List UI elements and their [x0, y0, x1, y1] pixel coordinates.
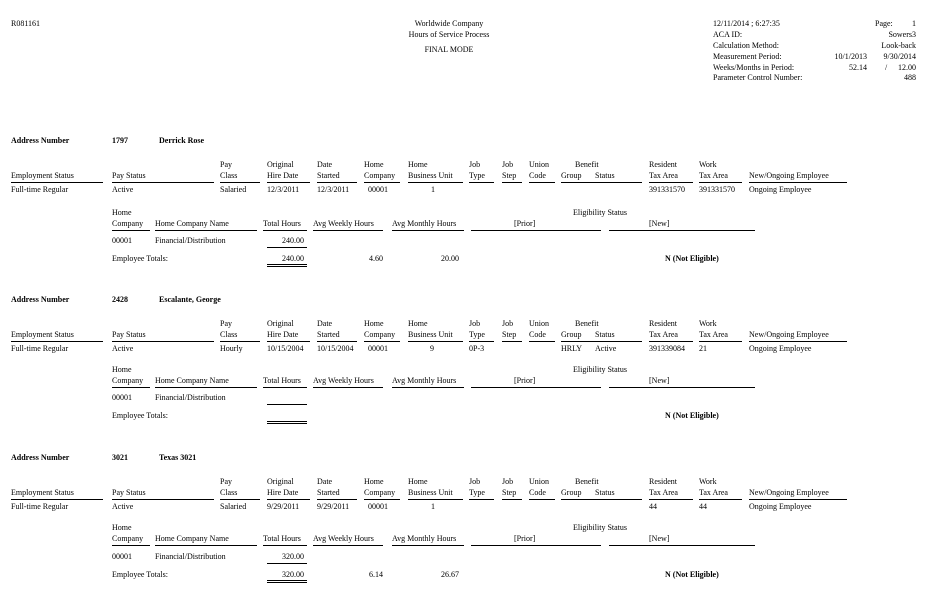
date-started-header: Date	[317, 319, 333, 328]
hc-company: 00001	[112, 393, 132, 402]
totals-avg-weekly: 6.14	[369, 570, 383, 579]
avg-weekly-header: Avg Weekly Hours	[313, 534, 374, 543]
employee-name: Texas 3021	[159, 453, 197, 462]
parameter-control-label: Parameter Control Number:	[713, 73, 803, 82]
job-step-header: Job	[502, 477, 514, 486]
hc-name-header: Home Company Name	[155, 219, 229, 228]
business-unit: 9	[430, 344, 434, 353]
work-tax-header: Tax Area	[699, 330, 728, 339]
weeks-in-period: 52.14	[849, 63, 867, 72]
total-hours-header: Total Hours	[263, 376, 301, 385]
pay-status: Active	[112, 185, 134, 194]
date-started-header: Started	[317, 330, 340, 339]
new-ongoing-header: New/Ongoing Employee	[749, 330, 829, 339]
job-step-header: Step	[502, 330, 517, 339]
business-unit-header: Business Unit	[408, 330, 453, 339]
union-code-header: Union	[529, 477, 549, 486]
benefit-status-header: Status	[595, 171, 615, 180]
employment-status-header: Employment Status	[11, 171, 74, 180]
home-company-header: Home	[364, 477, 384, 486]
page-number: 1	[912, 19, 916, 28]
hc-company-header: Home	[112, 523, 132, 532]
business-unit-header: Home	[408, 319, 428, 328]
union-code-header: Code	[529, 488, 546, 497]
report-user: Sowers3	[888, 30, 916, 39]
totals-hours: 240.00	[282, 254, 304, 263]
business-unit-header: Business Unit	[408, 171, 453, 180]
job-step-header: Step	[502, 171, 517, 180]
benefit-group-header: Group	[561, 488, 582, 497]
work-tax-header: Tax Area	[699, 488, 728, 497]
avg-monthly-header: Avg Monthly Hours	[392, 534, 457, 543]
home-company-header: Company	[364, 330, 396, 339]
new-ongoing-status: Ongoing Employee	[749, 344, 812, 353]
resident-tax-header: Resident	[649, 319, 677, 328]
resident-tax-area: 391339084	[649, 344, 685, 353]
new-ongoing-status: Ongoing Employee	[749, 502, 812, 511]
eligibility-status-header: Eligibility Status	[573, 523, 628, 532]
pay-class-header: Class	[220, 171, 238, 180]
date-started: 10/15/2004	[317, 344, 354, 353]
pay-class-header: Pay	[220, 319, 232, 328]
total-hours-header: Total Hours	[263, 534, 301, 543]
home-company: 00001	[368, 185, 388, 194]
job-type-header: Job	[469, 319, 481, 328]
job-type-header: Type	[469, 330, 485, 339]
union-code-header: Code	[529, 171, 546, 180]
date-started: 12/3/2011	[317, 185, 350, 194]
hc-company: 00001	[112, 236, 132, 245]
employment-status-header: Employment Status	[11, 330, 74, 339]
new-ongoing-header: New/Ongoing Employee	[749, 488, 829, 497]
employee-totals-label: Employee Totals:	[112, 411, 168, 420]
pay-class: Salaried	[220, 185, 247, 194]
job-step-header: Step	[502, 488, 517, 497]
new-header: [New]	[649, 376, 670, 385]
job-type: 0P-3	[469, 344, 485, 353]
employee-name: Escalante, George	[159, 295, 221, 304]
hc-company: 00001	[112, 552, 132, 561]
hc-company-header: Company	[112, 219, 144, 228]
union-code-header: Code	[529, 330, 546, 339]
pay-status-header: Pay Status	[112, 488, 146, 497]
work-tax-header: Work	[699, 319, 717, 328]
employee-section	[0, 295, 926, 455]
date-started-header: Date	[317, 477, 333, 486]
pay-status-header: Pay Status	[112, 330, 146, 339]
employment-status: Full-time Regular	[11, 502, 69, 511]
date-started: 9/29/2011	[317, 502, 350, 511]
employee-totals-label: Employee Totals:	[112, 570, 168, 579]
employee-name: Derrick Rose	[159, 136, 205, 145]
job-type-header: Job	[469, 477, 481, 486]
benefit-status-header: Status	[595, 330, 615, 339]
resident-tax-header: Resident	[649, 477, 677, 486]
employment-status-header: Employment Status	[11, 488, 74, 497]
resident-tax-area: 44	[649, 502, 657, 511]
total-hours-header: Total Hours	[263, 219, 301, 228]
avg-monthly-header: Avg Monthly Hours	[392, 219, 457, 228]
measurement-end: 9/30/2014	[883, 52, 916, 61]
work-tax-header: Work	[699, 160, 717, 169]
resident-tax-header: Resident	[649, 160, 677, 169]
home-company-header: Home	[364, 319, 384, 328]
work-tax-area: 391331570	[699, 185, 735, 194]
report-id: R081161	[11, 19, 41, 28]
job-type-header: Type	[469, 488, 485, 497]
eligibility-status: N (Not Eligible)	[665, 411, 719, 420]
business-unit: 1	[431, 502, 435, 511]
hc-company-header: Company	[112, 376, 144, 385]
pay-class-header: Class	[220, 330, 238, 339]
hire-date-header: Original	[267, 160, 294, 169]
page-label: Page:	[875, 19, 893, 28]
weeks-months-separator: /	[885, 63, 888, 72]
resident-tax-header: Tax Area	[649, 488, 678, 497]
new-header: [New]	[649, 534, 670, 543]
pay-class: Salaried	[220, 502, 247, 511]
home-company-header: Company	[364, 171, 396, 180]
prior-header: [Prior]	[514, 219, 536, 228]
home-company: 00001	[368, 502, 388, 511]
aca-id-label: ACA ID:	[713, 30, 743, 39]
report-datetime: 12/11/2014 ; 6:27:35	[713, 19, 780, 28]
prior-header: [Prior]	[514, 534, 536, 543]
employment-status: Full-time Regular	[11, 344, 69, 353]
hire-date-header: Original	[267, 319, 294, 328]
hire-date: 12/3/2011	[267, 185, 300, 194]
avg-weekly-header: Avg Weekly Hours	[313, 219, 374, 228]
hire-date-header: Hire Date	[267, 488, 299, 497]
hc-name-header: Home Company Name	[155, 534, 229, 543]
new-ongoing-header: New/Ongoing Employee	[749, 171, 829, 180]
benefit-group-header: Group	[561, 171, 582, 180]
date-started-header: Date	[317, 160, 333, 169]
resident-tax-area: 391331570	[649, 185, 685, 194]
hire-date-header: Hire Date	[267, 171, 299, 180]
business-unit-header: Home	[408, 477, 428, 486]
report-mode: FINAL MODE	[424, 45, 474, 54]
address-number: 2428	[112, 295, 128, 304]
hc-total-hours: 320.00	[282, 552, 304, 561]
benefit-status-header: Status	[595, 488, 615, 497]
hc-company-header: Home	[112, 208, 132, 217]
employee-totals-label: Employee Totals:	[112, 254, 168, 263]
company-name: Worldwide Company	[414, 19, 484, 28]
address-number-label: Address Number	[11, 136, 70, 145]
benefit-header: Benefit	[575, 477, 599, 486]
measurement-start: 10/1/2013	[834, 52, 867, 61]
job-type-header: Job	[469, 160, 481, 169]
hire-date: 9/29/2011	[267, 502, 300, 511]
hire-date-header: Original	[267, 477, 294, 486]
hc-name: Financial/Distribution	[155, 236, 226, 245]
pay-class-header: Pay	[220, 477, 232, 486]
employee-section	[0, 453, 926, 613]
work-tax-area: 21	[699, 344, 707, 353]
address-number: 3021	[112, 453, 128, 462]
pay-class-header: Pay	[220, 160, 232, 169]
address-number-label: Address Number	[11, 453, 70, 462]
calc-method-label: Calculation Method:	[713, 41, 779, 50]
process-name: Hours of Service Process	[408, 30, 490, 39]
business-unit-header: Business Unit	[408, 488, 453, 497]
employee-section	[0, 136, 926, 296]
work-tax-header: Tax Area	[699, 171, 728, 180]
date-started-header: Started	[317, 171, 340, 180]
benefit-header: Benefit	[575, 319, 599, 328]
eligibility-status-header: Eligibility Status	[573, 208, 628, 217]
resident-tax-header: Tax Area	[649, 171, 678, 180]
pay-status-header: Pay Status	[112, 171, 146, 180]
new-header: [New]	[649, 219, 670, 228]
hire-date: 10/15/2004	[267, 344, 304, 353]
totals-avg-monthly: 26.67	[441, 570, 459, 579]
address-number-label: Address Number	[11, 295, 70, 304]
avg-monthly-header: Avg Monthly Hours	[392, 376, 457, 385]
weeks-months-label: Weeks/Months in Period:	[713, 63, 795, 72]
eligibility-status: N (Not Eligible)	[665, 254, 719, 263]
benefit-status: Active	[595, 344, 617, 353]
hc-name: Financial/Distribution	[155, 552, 226, 561]
home-company-header: Home	[364, 160, 384, 169]
work-tax-area: 44	[699, 502, 707, 511]
union-code-header: Union	[529, 319, 549, 328]
new-ongoing-status: Ongoing Employee	[749, 185, 812, 194]
hc-total-hours: 240.00	[282, 236, 304, 245]
home-company-header: Company	[364, 488, 396, 497]
business-unit: 1	[431, 185, 435, 194]
calc-method-value: Look-back	[881, 41, 916, 50]
avg-weekly-header: Avg Weekly Hours	[313, 376, 374, 385]
union-code-header: Union	[529, 160, 549, 169]
hire-date-header: Hire Date	[267, 330, 299, 339]
pay-class: Hourly	[220, 344, 243, 353]
totals-avg-monthly: 20.00	[441, 254, 459, 263]
hc-company-header: Home	[112, 365, 132, 374]
business-unit-header: Home	[408, 160, 428, 169]
benefit-group-header: Group	[561, 330, 582, 339]
pay-status: Active	[112, 344, 134, 353]
eligibility-status: N (Not Eligible)	[665, 570, 719, 579]
date-started-header: Started	[317, 488, 340, 497]
benefit-group: HRLY	[561, 344, 582, 353]
home-company: 00001	[368, 344, 388, 353]
resident-tax-header: Tax Area	[649, 330, 678, 339]
parameter-control-number: 488	[904, 73, 916, 82]
hc-name-header: Home Company Name	[155, 376, 229, 385]
pay-status: Active	[112, 502, 134, 511]
employment-status: Full-time Regular	[11, 185, 69, 194]
work-tax-header: Work	[699, 477, 717, 486]
totals-avg-weekly: 4.60	[369, 254, 383, 263]
address-number: 1797	[112, 136, 128, 145]
eligibility-status-header: Eligibility Status	[573, 365, 628, 374]
totals-hours: 320.00	[282, 570, 304, 579]
job-step-header: Job	[502, 319, 514, 328]
months-in-period: 12.00	[898, 63, 916, 72]
pay-class-header: Class	[220, 488, 238, 497]
prior-header: [Prior]	[514, 376, 536, 385]
hc-company-header: Company	[112, 534, 144, 543]
benefit-header: Benefit	[575, 160, 599, 169]
measurement-period-label: Measurement Period:	[713, 52, 782, 61]
job-step-header: Job	[502, 160, 514, 169]
hc-name: Financial/Distribution	[155, 393, 226, 402]
job-type-header: Type	[469, 171, 485, 180]
